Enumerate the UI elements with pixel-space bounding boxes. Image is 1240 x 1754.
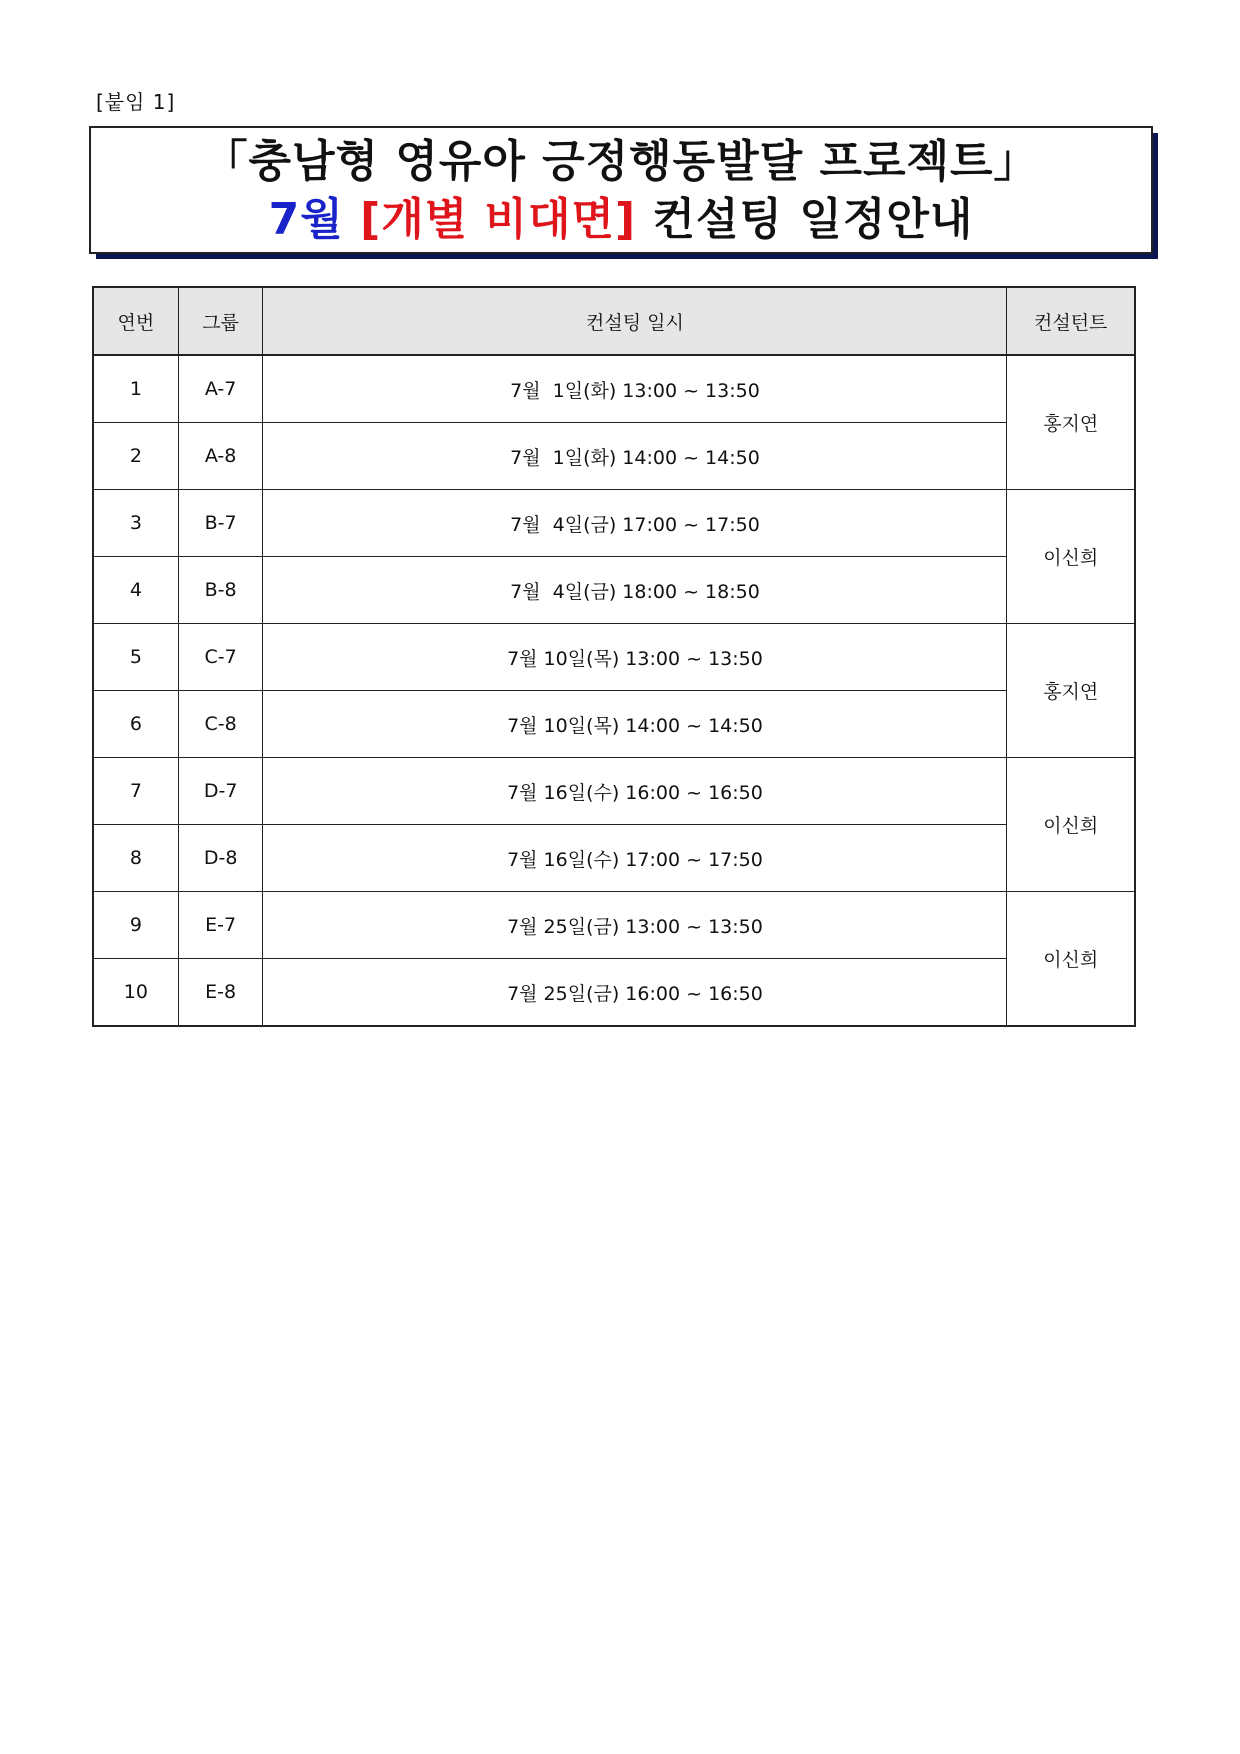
title-project-name: 「충남형 영유아 긍정행동발달 프로젝트」: [203, 136, 1039, 187]
row-datetime: 7월 10일(목) 13:00 ~ 13:50: [263, 624, 1007, 691]
table-row: [93, 825, 1135, 892]
row-group: B-8: [178, 557, 263, 624]
row-no: 5: [93, 624, 178, 691]
table-row: [93, 691, 1135, 758]
table-row: [93, 624, 1135, 691]
table-row: [93, 423, 1135, 490]
row-group: B-7: [178, 490, 263, 557]
row-no: 7: [93, 758, 178, 825]
row-datetime: 7월 4일(금) 17:00 ~ 17:50: [263, 490, 1007, 557]
row-datetime: 7월 4일(금) 18:00 ~ 18:50: [263, 557, 1007, 624]
row-group: A-8: [178, 423, 263, 490]
row-no: 8: [93, 825, 178, 892]
attachment-label: [붙임 1]: [96, 90, 176, 114]
title-schedule-heading: [91, 192, 1151, 248]
row-no: 4: [93, 557, 178, 624]
table-row: [93, 892, 1135, 959]
row-datetime: 7월 10일(목) 14:00 ~ 14:50: [263, 691, 1007, 758]
row-datetime: 7월 25일(금) 16:00 ~ 16:50: [263, 959, 1007, 1027]
row-no: 3: [93, 490, 178, 557]
title-box: [89, 126, 1153, 254]
row-group: A-7: [178, 355, 263, 423]
row-group: E-7: [178, 892, 263, 959]
header-datetime: 컨설팅 일시: [263, 287, 1007, 355]
table-row: [93, 758, 1135, 825]
row-datetime: 7월 16일(수) 16:00 ~ 16:50: [263, 758, 1007, 825]
row-consultant: 이신희: [1007, 490, 1135, 624]
row-datetime: 7월 1일(화) 13:00 ~ 13:50: [263, 355, 1007, 423]
header-group: 그룹: [178, 287, 263, 355]
title-schedule-text: 컨설팅 일정안내: [652, 194, 974, 245]
row-datetime: 7월 1일(화) 14:00 ~ 14:50: [263, 423, 1007, 490]
table-row: [93, 557, 1135, 624]
table-row: [93, 490, 1135, 557]
row-consultant: 홍지연: [1007, 355, 1135, 490]
row-group: D-8: [178, 825, 263, 892]
row-group: E-8: [178, 959, 263, 1027]
title-month: 7월: [268, 194, 344, 245]
table-header-row: [93, 287, 1135, 355]
header-no: 연번: [93, 287, 178, 355]
row-no: 10: [93, 959, 178, 1027]
header-consultant: 컨설턴트: [1007, 287, 1135, 355]
row-datetime: 7월 16일(수) 17:00 ~ 17:50: [263, 825, 1007, 892]
row-no: 9: [93, 892, 178, 959]
row-group: D-7: [178, 758, 263, 825]
row-group: C-7: [178, 624, 263, 691]
row-consultant: 이신희: [1007, 892, 1135, 1027]
row-no: 2: [93, 423, 178, 490]
table-row: [93, 959, 1135, 1027]
row-no: 1: [93, 355, 178, 423]
row-no: 6: [93, 691, 178, 758]
title-consulting-type: [개별 비대면]: [360, 194, 637, 245]
row-group: C-8: [178, 691, 263, 758]
row-datetime: 7월 25일(금) 13:00 ~ 13:50: [263, 892, 1007, 959]
schedule-table: [92, 286, 1136, 1027]
table-row: [93, 355, 1135, 423]
row-consultant: 이신희: [1007, 758, 1135, 892]
row-consultant: 홍지연: [1007, 624, 1135, 758]
